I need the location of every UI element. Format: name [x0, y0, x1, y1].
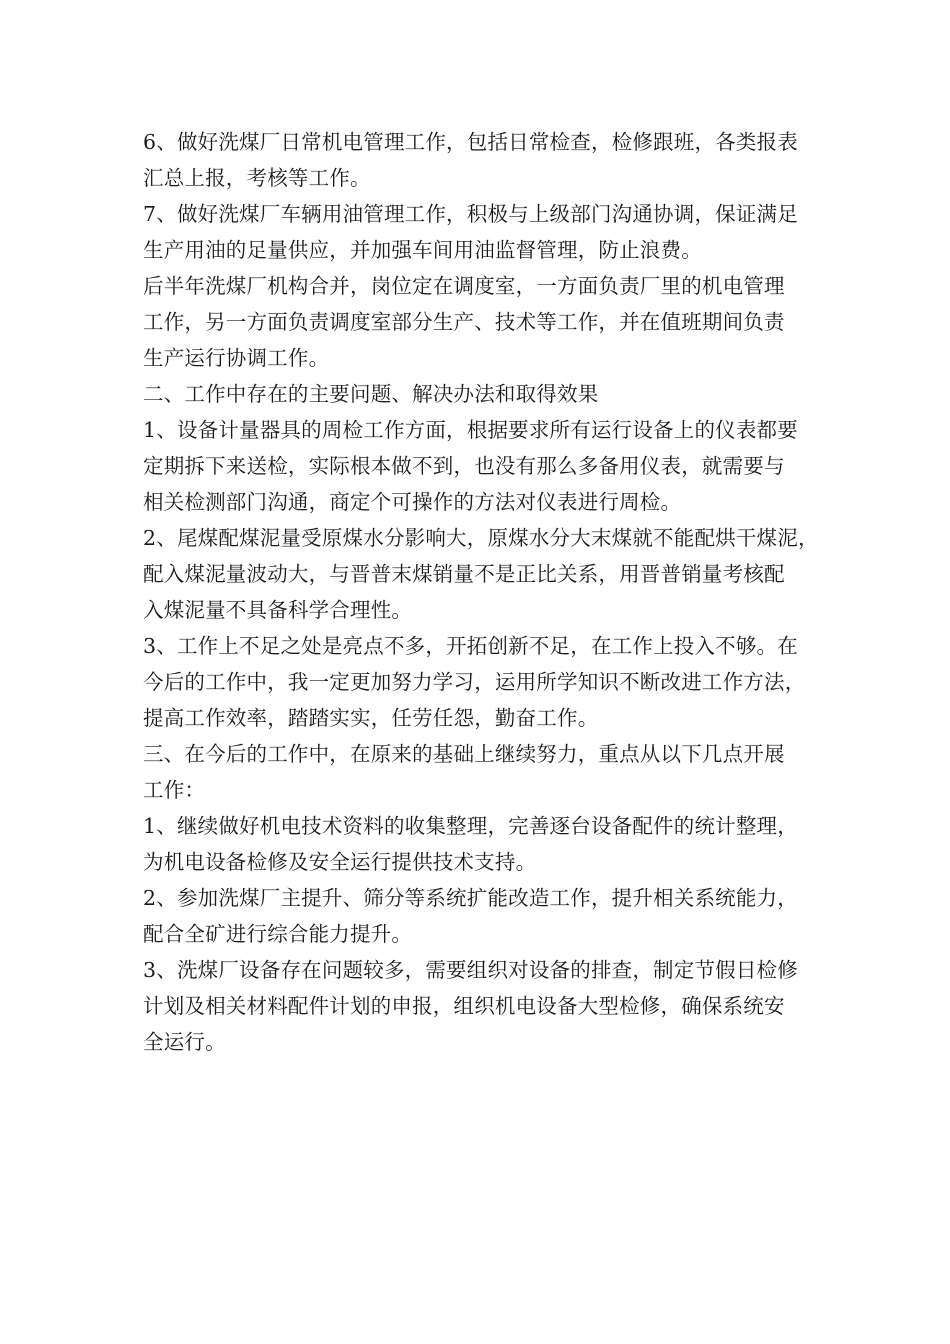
- text-line: 为机电设备检修及安全运行提供技术支持。: [143, 850, 537, 874]
- section-heading: 三、在今后的工作中，在原来的基础上继续努力，重点从以下几点开展: [143, 742, 785, 766]
- text-line: 配合全矿进行综合能力提升。: [143, 922, 413, 946]
- text-line: 今后的工作中，我一定更加努力学习，运用所学知识不断改进工作方法，: [143, 670, 806, 694]
- text-line: 定期拆下来送检，实际根本做不到，也没有那么多备用仪表，就需要与: [143, 454, 785, 478]
- text-line: 生产用油的足量供应，并加强车间用油监督管理，防止浪费。: [143, 238, 702, 262]
- text-line: 7、做好洗煤厂车辆用油管理工作，积极与上级部门沟通协调，保证满足: [143, 202, 798, 226]
- text-line: 6、做好洗煤厂日常机电管理工作，包括日常检查，检修跟班，各类报表: [143, 130, 798, 154]
- text-line: 入煤泥量不具备科学合理性。: [143, 598, 413, 622]
- text-line: 生产运行协调工作。: [143, 346, 330, 370]
- text-line: 1、设备计量器具的周检工作方面，根据要求所有运行设备上的仪表都要: [143, 418, 798, 442]
- text-line: 工作：: [143, 778, 206, 802]
- text-line: 2、参加洗煤厂主提升、筛分等系统扩能改造工作，提升相关系统能力，: [143, 886, 798, 910]
- text-line: 2、尾煤配煤泥量受原煤水分影响大，原煤水分大末煤就不能配烘干煤泥，: [143, 526, 819, 550]
- section-heading: 二、工作中存在的主要问题、解决办法和取得效果: [143, 382, 599, 406]
- text-line: 配入煤泥量波动大，与晋普末煤销量不是正比关系，用晋普销量考核配: [143, 562, 785, 586]
- text-line: 相关检测部门沟通，商定个可操作的方法对仪表进行周检。: [143, 490, 682, 514]
- document-body: [143, 124, 819, 1060]
- text-line: 3、工作上不足之处是亮点不多，开拓创新不足，在工作上投入不够。在: [143, 634, 798, 658]
- text-line: 1、继续做好机电技术资料的收集整理，完善逐台设备配件的统计整理，: [143, 814, 798, 838]
- text-line: 3、洗煤厂设备存在问题较多，需要组织对设备的排查，制定节假日检修: [143, 958, 798, 982]
- text-line: 计划及相关材料配件计划的申报，组织机电设备大型检修，确保系统安: [143, 994, 785, 1018]
- text-line: 汇总上报，考核等工作。: [143, 166, 371, 190]
- text-line: 全运行。: [143, 1030, 226, 1054]
- text-line: 提高工作效率，踏踏实实，任劳任怨，勤奋工作。: [143, 706, 599, 730]
- text-line: 工作，另一方面负责调度室部分生产、技术等工作，并在值班期间负责: [143, 310, 785, 334]
- text-line: 后半年洗煤厂机构合并，岗位定在调度室，一方面负责厂里的机电管理: [143, 274, 785, 298]
